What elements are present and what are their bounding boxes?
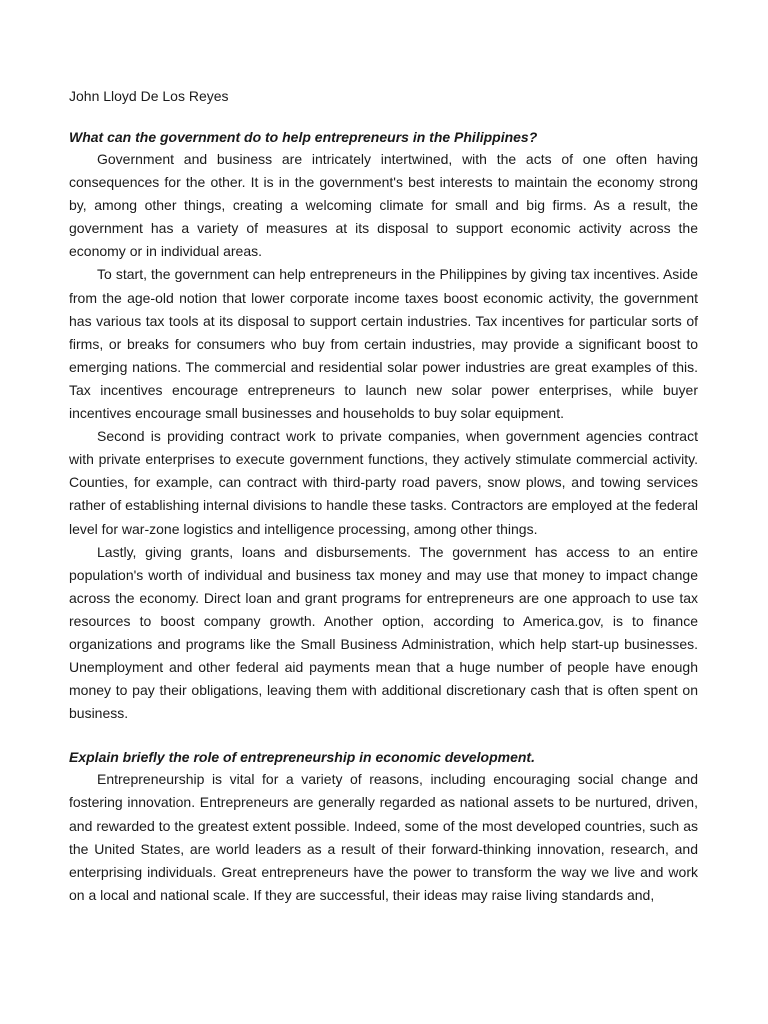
- paragraph: Second is providing contract work to private companies, when government agencies contract with private enterprises to execute government functions, they actively stimulate commercial activity. Counties, for example, can contract with third-party road pavers, snow plows, and towing services rather of establishing internal divisions to handle these tasks. Contractors are employed at the federal level for war-zone logistics and intelligence processing, among other things.: [69, 428, 698, 537]
- section-entrepreneurship-role: [69, 746, 698, 907]
- paragraph: Entrepreneurship is vital for a variety of reasons, including encouraging social change and fostering innovation. Entrepreneurs are generally regarded as national assets to be nurtured, driven, and rewarded to the greatest extent possible. Indeed, some of the most developed countries, such as the United States, are world leaders as a result of their forward-thinking innovation, research, and enterprising individuals. Great entrepreneurs have the power to transform the way we live and work on a local and national scale. If they are successful, their ideas may raise living standards and,: [69, 771, 698, 903]
- paragraph: Lastly, giving grants, loans and disbursements. The government has access to an entire population's worth of individual and business tax money and may use that money to impact change across the economy. Direct loan and grant programs for entrepreneurs are one approach to use tax resources to boost company growth. Another option, according to America.gov, is to finance organizations and programs like the Small Business Administration, which help start-up businesses. Unemployment and other federal aid payments mean that a huge number of people have enough money to pay their obligations, leaving them with additional discretionary cash that is often spent on business.: [69, 543, 698, 722]
- paragraph: Government and business are intricately intertwined, with the acts of one often having consequences for the other. It is in the government's best interests to maintain the economy strong by, among other things, creating a welcoming climate for small and big firms. As a result, the government has a variety of measures at its disposal to support economic activity across the economy or in individual areas.: [69, 151, 698, 260]
- section-question: What can the government do to help entrepreneurs in the Philippines?: [69, 129, 538, 145]
- document-page: [69, 86, 698, 907]
- author-name: John Lloyd De Los Reyes: [69, 88, 229, 104]
- section-spacer: [69, 725, 698, 746]
- section-question: Explain briefly the role of entrepreneurship in economic development.: [69, 749, 535, 766]
- paragraph: To start, the government can help entrepreneurs in the Philippines by giving tax incentives. Aside from the age-old notion that lower corporate income taxes boost economic activity, the government has various tax tools at its disposal to support certain industries. Tax incentives for particular sorts of firms, or breaks for consumers who buy from certain industries, may provide a significant boost to emerging nations. The commercial and residential solar power industries are great examples of this. Tax incentives encourage entrepreneurs to launch new solar power enterprises, while buyer incentives encourage small businesses and households to buy solar equipment.: [69, 266, 698, 422]
- section-government-help: [69, 126, 698, 725]
